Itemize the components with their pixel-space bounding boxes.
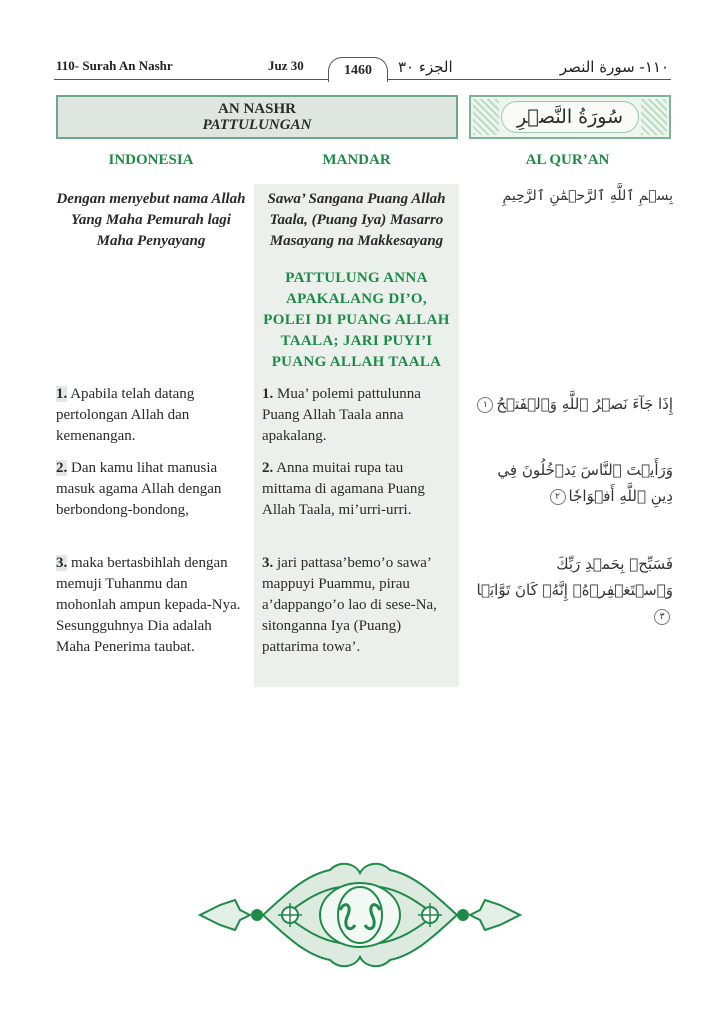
surah-name: AN NASHR	[218, 101, 296, 117]
verse-2-arabic	[473, 457, 673, 509]
ayah-number-marker: ٣	[654, 609, 670, 625]
basmala-arabic: بِسۡمِ ٱللَّهِ ٱلرَّحۡمَٰنِ ٱلرَّحِيمِ	[502, 188, 673, 204]
mandar-surah-heading: PATTULUNG ANNA APAKALANG DI’O, POLEI DI PUANG ALLAH TAALA; JARI PUYI’I PUANG ALLAH TAALA	[263, 270, 450, 370]
ayah-number-marker: ١	[477, 397, 493, 413]
verse-3-arabic	[473, 551, 673, 629]
verse-text: jari pattasa’bemo’o sawa’ mappuyi Puammu, pirau a’dappango’o lao di sese-Na, sitonganna Iya (Puang) pattarima towa’.	[262, 555, 437, 655]
arabesque-ornament-icon	[473, 99, 499, 135]
verse-number: 1.	[56, 386, 68, 402]
verse-number: 2.	[262, 460, 274, 476]
running-header-surah: 110- Surah An Nashr	[56, 58, 173, 73]
running-header-juz-arabic: الجزء ٣٠	[398, 58, 453, 76]
running-header-juz: Juz 30	[268, 58, 304, 73]
verse-1-mandar	[262, 384, 455, 447]
verse-number: 3.	[262, 555, 274, 571]
verse-1-indonesia	[56, 384, 248, 447]
verse-2-indonesia	[56, 458, 248, 521]
verse-text: Anna muitai rupa tau mittama di agamana Puang Allah Taala, mi’urri-urri.	[262, 460, 425, 518]
verse-text: Dan kamu lihat manusia masuk agama Allah dengan berbondong-bondong,	[56, 460, 222, 518]
column-heading-quran: AL QUR’AN	[525, 152, 610, 168]
basmala-mandar: Sawa’ Sangana Puang Allah Taala, (Puang Iya) Masarro Masayang na Makkesayang	[267, 191, 446, 249]
verse-3-mandar	[262, 553, 455, 658]
verse-text: maka bertasbihlah dengan memuji Tuhanmu dan mohonlah ampun kepada-Nya. Sesungguhnya Dia adalah Maha Penerima taubat.	[56, 555, 241, 655]
surah-meaning: PATTULUNGAN	[202, 117, 312, 133]
surah-title-box	[56, 95, 458, 139]
verse-text: Mua’ polemi pattulunna Puang Allah Taala anna apakalang.	[262, 386, 421, 444]
verse-1-arabic	[473, 391, 673, 417]
page-number: 1460	[328, 57, 388, 82]
verse-3-indonesia	[56, 553, 248, 658]
column-heading-indonesia: INDONESIA	[108, 152, 194, 168]
verse-2-mandar	[262, 458, 455, 521]
running-header-surah-arabic: ١١٠- سورة النصر	[559, 58, 669, 76]
column-heading-mandar: MANDAR	[322, 152, 391, 168]
arabesque-ornament-icon	[641, 99, 667, 135]
verse-text: وَرَأَيۡتَ ٱلنَّاسَ يَدۡخُلُونَ فِي دِينِ ٱللَّهِ أَفۡوَاجٗا	[497, 461, 673, 505]
verse-number: 3.	[56, 555, 68, 571]
verse-number: 2.	[56, 460, 68, 476]
verse-text: إِذَا جَآءَ نَصۡرُ ٱللَّهِ وَٱلۡفَتۡحُ	[496, 395, 673, 413]
ayah-number-marker: ٢	[550, 489, 566, 505]
verse-number: 1.	[262, 386, 274, 402]
verse-text: فَسَبِّحۡ بِحَمۡدِ رَبِّكَ وَٱسۡتَغۡفِرۡهُۚ إِنَّهُۥ كَانَ تَوَّابَۢا	[476, 555, 673, 599]
surah-calligraphy-panel	[469, 95, 671, 139]
basmala-indonesia: Dengan menyebut nama Allah Yang Maha Pemurah lagi Maha Penyayang	[56, 191, 246, 249]
surah-calligraphy: سُورَةُ النَّصۡرِ	[501, 101, 639, 133]
verse-text: Apabila telah datang pertolongan Allah dan kemenangan.	[56, 386, 195, 444]
arabesque-ornament-icon	[195, 855, 525, 975]
